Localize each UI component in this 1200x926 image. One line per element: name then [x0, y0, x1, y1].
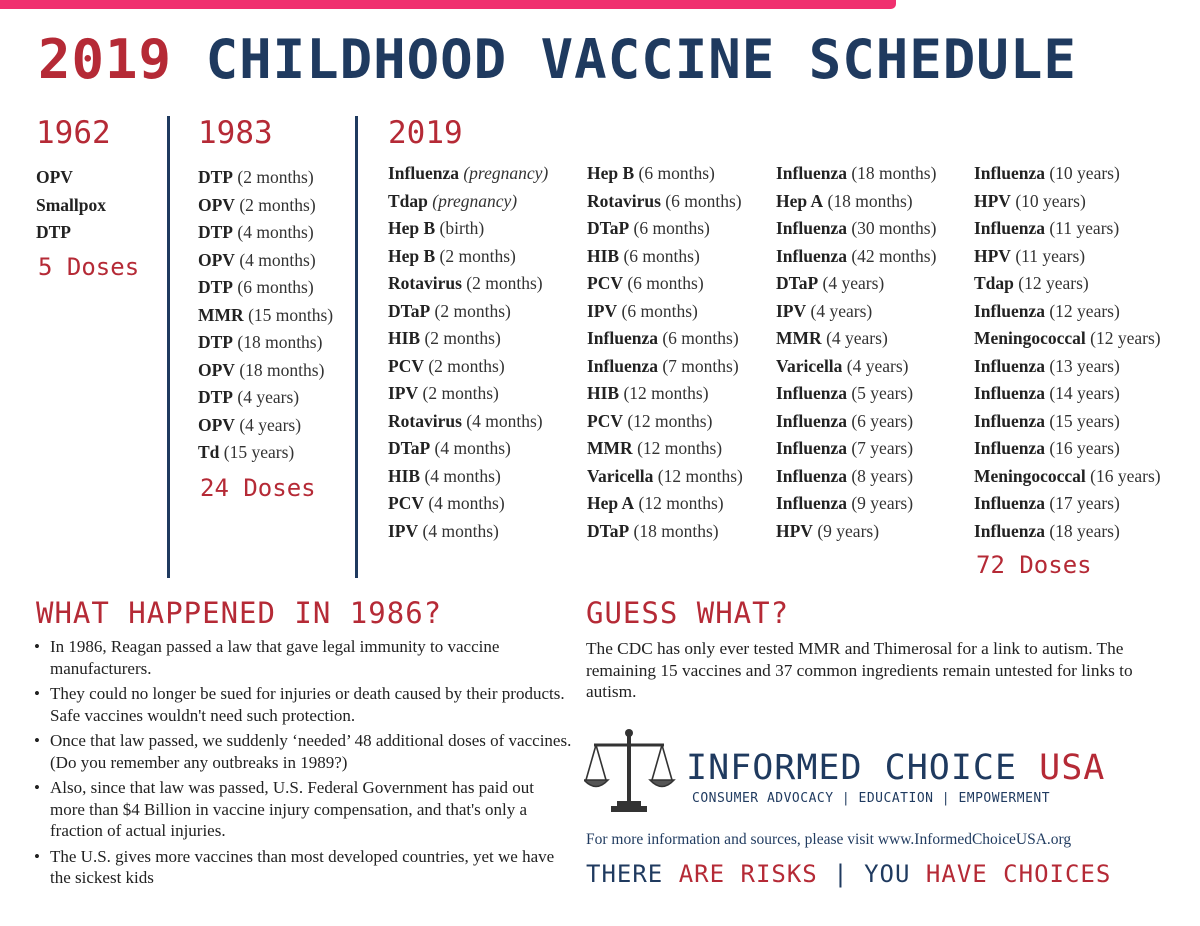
vaccine-name: Influenza — [776, 245, 847, 266]
vaccine-entry — [587, 380, 743, 408]
vaccine-entry — [36, 219, 106, 247]
doses-1962: 5 Doses — [38, 253, 140, 281]
vaccine-entry — [587, 435, 743, 463]
vaccine-entry — [776, 298, 936, 326]
vaccine-name: Meningococcal — [974, 465, 1086, 486]
vaccine-name: Influenza — [974, 163, 1045, 183]
vaccine-entry — [974, 435, 1161, 463]
vaccine-entry — [974, 215, 1161, 243]
vaccine-timing: (14 years) — [1049, 383, 1120, 403]
vaccine-name: DTP — [198, 387, 233, 407]
vaccine-timing: (12 months) — [623, 383, 709, 403]
vaccine-name: OPV — [198, 194, 235, 215]
vaccine-name: DTP — [36, 222, 71, 242]
brand-name — [686, 748, 1105, 788]
vaccine-timing: (pregnancy) — [463, 163, 549, 183]
vaccine-entry — [587, 518, 743, 546]
vaccine-timing: (pregnancy) — [432, 190, 518, 211]
vaccine-entry — [776, 270, 936, 298]
vaccine-name: HPV — [776, 520, 813, 541]
vaccine-timing: (6 months) — [638, 163, 715, 183]
vaccine-name: Influenza — [388, 163, 459, 183]
vaccine-name: Varicella — [776, 355, 843, 376]
vaccine-name: Tdap — [974, 273, 1014, 293]
column-divider-1 — [167, 116, 170, 578]
vaccine-timing: (18 months) — [237, 332, 323, 352]
vaccine-timing: (6 years) — [851, 410, 914, 431]
vaccine-entry — [974, 408, 1161, 436]
vaccine-timing: (6 months) — [623, 245, 700, 266]
vaccine-timing: (12 months) — [638, 493, 724, 513]
vaccine-entry — [776, 243, 936, 271]
vaccine-timing: (6 months) — [237, 277, 314, 297]
vaccine-timing: (15 years) — [1049, 410, 1120, 431]
vaccine-name: HIB — [388, 465, 421, 486]
vaccine-name: Hep B — [388, 218, 436, 238]
vaccine-name: DTaP — [587, 520, 630, 541]
vaccine-name: Influenza — [776, 438, 847, 458]
vaccine-timing: (10 years) — [1049, 163, 1120, 183]
vaccine-name: MMR — [776, 328, 822, 348]
vaccine-name: Influenza — [974, 383, 1045, 403]
vaccine-timing: (2 months) — [239, 194, 316, 215]
list-1983 — [198, 164, 333, 467]
vaccine-name: Influenza — [776, 410, 847, 431]
vaccine-name: Hep B — [388, 245, 436, 266]
list-2019-col4 — [974, 160, 1161, 545]
vaccine-entry — [587, 188, 743, 216]
top-accent-bar — [0, 0, 896, 9]
heading-2019: 2019 — [388, 115, 463, 151]
vaccine-name: IPV — [587, 300, 618, 321]
vaccine-entry — [776, 435, 936, 463]
guess-title: GUESS WHAT? — [586, 596, 790, 630]
vaccine-name: Rotavirus — [388, 410, 462, 431]
vaccine-entry — [974, 380, 1161, 408]
vaccine-timing: (4 years) — [239, 414, 302, 435]
vaccine-entry — [776, 380, 936, 408]
vaccine-timing: (4 months) — [237, 222, 314, 242]
doses-1983: 24 Doses — [200, 474, 316, 502]
vaccine-timing: (2 months) — [434, 300, 511, 321]
slogan-part: HAVE CHOICES — [925, 860, 1112, 888]
vaccine-entry — [388, 215, 548, 243]
bullet-item: • In 1986, Reagan passed a law that gave legal immunity to vaccine manufacturers. — [32, 636, 572, 679]
vaccine-timing: (12 years) — [1090, 328, 1161, 348]
vaccine-name: Hep A — [587, 493, 635, 513]
happened-bullets — [32, 636, 572, 893]
vaccine-timing: (4 months) — [422, 520, 499, 541]
vaccine-name: Influenza — [776, 383, 847, 403]
vaccine-timing: (9 years) — [851, 493, 914, 513]
vaccine-entry — [198, 384, 333, 412]
vaccine-entry — [776, 518, 936, 546]
vaccine-timing: (11 years) — [1015, 245, 1086, 266]
vaccine-timing: (5 years) — [851, 383, 914, 403]
vaccine-name: Influenza — [974, 520, 1045, 541]
vaccine-timing: (7 months) — [662, 355, 739, 376]
vaccine-entry — [198, 274, 333, 302]
doses-2019: 72 Doses — [976, 551, 1092, 579]
vaccine-name: DTaP — [587, 218, 630, 238]
vaccine-name: MMR — [198, 304, 244, 325]
vaccine-name: Td — [198, 442, 220, 462]
vaccine-entry — [776, 463, 936, 491]
vaccine-entry — [974, 518, 1161, 546]
vaccine-timing: (4 years) — [826, 328, 888, 348]
vaccine-name: Varicella — [587, 465, 654, 486]
vaccine-entry — [776, 160, 936, 188]
more-info-text: For more information and sources, please visit www.InformedChoiceUSA.org — [586, 831, 1072, 848]
scales-of-justice-icon — [584, 725, 684, 815]
vaccine-entry — [974, 188, 1161, 216]
vaccine-entry — [388, 243, 548, 271]
vaccine-name: IPV — [776, 300, 807, 321]
vaccine-entry — [974, 353, 1161, 381]
vaccine-name: OPV — [36, 167, 73, 187]
vaccine-name: PCV — [388, 493, 424, 513]
vaccine-timing: (4 years) — [237, 387, 300, 407]
vaccine-timing: (17 years) — [1049, 493, 1120, 513]
title-text: CHILDHOOD VACCINE SCHEDULE — [205, 28, 1077, 91]
vaccine-timing: (11 years) — [1049, 218, 1120, 238]
vaccine-name: Meningococcal — [974, 328, 1086, 348]
vaccine-entry — [198, 439, 333, 467]
vaccine-timing: (2 months) — [466, 273, 543, 293]
slogan — [586, 860, 1111, 888]
vaccine-name: Influenza — [974, 410, 1045, 431]
vaccine-timing: (16 years) — [1049, 438, 1120, 458]
vaccine-timing: (6 months) — [633, 218, 710, 238]
vaccine-entry — [36, 164, 106, 192]
vaccine-name: Influenza — [776, 218, 847, 238]
vaccine-name: IPV — [388, 520, 419, 541]
vaccine-timing: (15 months) — [248, 304, 334, 325]
vaccine-timing: (6 months) — [627, 273, 704, 293]
vaccine-name: DTaP — [776, 273, 819, 293]
page-title — [38, 28, 1077, 91]
vaccine-timing: (4 months) — [424, 465, 501, 486]
vaccine-name: PCV — [587, 410, 623, 431]
vaccine-entry — [198, 247, 333, 275]
brand-name-main: INFORMED CHOICE — [686, 748, 1018, 788]
vaccine-entry — [587, 298, 743, 326]
vaccine-entry — [776, 408, 936, 436]
vaccine-name: HIB — [587, 245, 620, 266]
brand-tagline: CONSUMER ADVOCACY | EDUCATION | EMPOWERMENT — [692, 791, 1051, 806]
vaccine-entry — [198, 192, 333, 220]
vaccine-timing: (30 months) — [851, 218, 937, 238]
vaccine-entry — [974, 490, 1161, 518]
vaccine-timing: (6 months) — [665, 190, 742, 211]
bullet-item: • Once that law passed, we suddenly ‘needed’ 48 additional doses of vaccines. (Do you remember any outbreaks in 1989?) — [32, 730, 572, 773]
heading-1983: 1983 — [198, 115, 273, 151]
vaccine-name: MMR — [587, 438, 633, 458]
vaccine-entry — [198, 412, 333, 440]
vaccine-entry — [388, 298, 548, 326]
vaccine-timing: (4 months) — [466, 410, 543, 431]
vaccine-entry — [388, 380, 548, 408]
vaccine-name: DTP — [198, 222, 233, 242]
vaccine-timing: (16 years) — [1090, 465, 1161, 486]
vaccine-entry — [587, 270, 743, 298]
vaccine-timing: (12 years) — [1018, 273, 1089, 293]
vaccine-entry — [388, 490, 548, 518]
vaccine-name: DTaP — [388, 438, 431, 458]
vaccine-entry — [388, 518, 548, 546]
heading-1962: 1962 — [36, 115, 111, 151]
list-2019-col2 — [587, 160, 743, 545]
slogan-part: ARE RISKS — [678, 860, 818, 888]
vaccine-entry — [587, 215, 743, 243]
vaccine-name: Influenza — [776, 465, 847, 486]
vaccine-timing: (6 months) — [662, 328, 739, 348]
list-2019-col3 — [776, 160, 936, 545]
bullet-item: • The U.S. gives more vaccines than most developed countries, yet we have the sickest kids — [32, 846, 572, 889]
vaccine-timing: (2 months) — [424, 328, 501, 348]
vaccine-entry — [388, 270, 548, 298]
vaccine-timing: (18 years) — [1049, 520, 1120, 541]
vaccine-timing: (7 years) — [851, 438, 914, 458]
happened-title: WHAT HAPPENED IN 1986? — [36, 596, 443, 630]
vaccine-timing: (13 years) — [1049, 355, 1120, 376]
vaccine-timing: (4 months) — [239, 249, 316, 270]
vaccine-name: DTP — [198, 167, 233, 187]
vaccine-entry — [587, 463, 743, 491]
brand-name-usa: USA — [1039, 748, 1106, 788]
vaccine-name: Hep A — [776, 190, 824, 211]
vaccine-name: OPV — [198, 414, 235, 435]
vaccine-timing: (4 years) — [846, 355, 909, 376]
vaccine-name: Hep B — [587, 163, 635, 183]
vaccine-entry — [198, 329, 333, 357]
vaccine-entry — [388, 353, 548, 381]
vaccine-timing: (2 months) — [422, 383, 499, 403]
list-2019-col1 — [388, 160, 548, 545]
vaccine-entry — [198, 164, 333, 192]
vaccine-entry — [776, 215, 936, 243]
bullet-item: • They could no longer be sued for injuries or death caused by their products. Safe vaccines wouldn't need such protection. — [32, 683, 572, 726]
vaccine-entry — [974, 463, 1161, 491]
vaccine-entry — [974, 160, 1161, 188]
vaccine-timing: (2 months) — [439, 245, 516, 266]
vaccine-name: DTaP — [388, 300, 431, 321]
vaccine-name: PCV — [587, 273, 623, 293]
vaccine-name: HIB — [587, 383, 620, 403]
vaccine-entry — [587, 408, 743, 436]
vaccine-entry — [974, 243, 1161, 271]
vaccine-name: IPV — [388, 383, 419, 403]
vaccine-name: Influenza — [776, 163, 847, 183]
vaccine-entry — [776, 353, 936, 381]
vaccine-timing: (42 months) — [851, 245, 937, 266]
vaccine-name: Rotavirus — [388, 273, 462, 293]
bullet-item: • Also, since that law was passed, U.S. Federal Government has paid out more than $4 Billion in vaccine injury compensation, and that's only a fraction of actual injuries. — [32, 777, 572, 842]
vaccine-timing: (18 months) — [851, 163, 937, 183]
vaccine-name: Influenza — [974, 300, 1045, 321]
vaccine-name: Influenza — [974, 218, 1045, 238]
vaccine-name: HPV — [974, 245, 1011, 266]
vaccine-entry — [776, 325, 936, 353]
vaccine-name: Influenza — [587, 328, 658, 348]
guess-text: The CDC has only ever tested MMR and Thimerosal for a link to autism. The remaining 15 vaccines and 37 common ingredients remain untested for links to autism. — [586, 639, 1133, 701]
vaccine-name: Influenza — [974, 438, 1045, 458]
vaccine-name: HPV — [974, 190, 1011, 211]
vaccine-entry — [587, 490, 743, 518]
vaccine-name: HIB — [388, 328, 421, 348]
slogan-part: THERE — [586, 860, 664, 888]
vaccine-timing: (18 months) — [827, 190, 913, 211]
vaccine-entry — [388, 188, 548, 216]
vaccine-entry — [587, 325, 743, 353]
vaccine-entry — [974, 325, 1161, 353]
slogan-divider: | — [833, 860, 849, 888]
title-year: 2019 — [38, 28, 173, 91]
vaccine-timing: (12 months) — [657, 465, 743, 486]
vaccine-timing: (4 months) — [428, 493, 505, 513]
vaccine-entry — [198, 219, 333, 247]
slogan-part: YOU — [864, 860, 911, 888]
vaccine-timing: (4 years) — [810, 300, 873, 321]
vaccine-timing: (2 months) — [428, 355, 505, 376]
vaccine-timing: (12 months) — [637, 438, 723, 458]
vaccine-name: Influenza — [974, 493, 1045, 513]
vaccine-entry — [974, 298, 1161, 326]
vaccine-timing: (18 months) — [239, 359, 325, 380]
vaccine-entry — [388, 463, 548, 491]
vaccine-timing: (10 years) — [1015, 190, 1086, 211]
vaccine-timing: (9 years) — [817, 520, 880, 541]
vaccine-timing: (birth) — [439, 218, 485, 238]
vaccine-entry — [587, 160, 743, 188]
vaccine-name: Smallpox — [36, 194, 107, 215]
vaccine-timing: (18 months) — [633, 520, 719, 541]
vaccine-timing: (12 months) — [627, 410, 713, 431]
vaccine-timing: (2 months) — [237, 167, 314, 187]
vaccine-entry — [776, 188, 936, 216]
vaccine-entry — [388, 408, 548, 436]
vaccine-name: OPV — [198, 249, 235, 270]
vaccine-entry — [776, 490, 936, 518]
vaccine-name: Influenza — [587, 355, 658, 376]
vaccine-timing: (4 years) — [822, 273, 885, 293]
column-divider-2 — [355, 116, 358, 578]
vaccine-entry — [388, 435, 548, 463]
vaccine-name: Influenza — [776, 493, 847, 513]
vaccine-timing: (8 years) — [851, 465, 914, 486]
vaccine-entry — [198, 302, 333, 330]
vaccine-name: Influenza — [974, 355, 1045, 376]
vaccine-name: Tdap — [388, 190, 428, 211]
vaccine-timing: (12 years) — [1049, 300, 1120, 321]
vaccine-name: OPV — [198, 359, 235, 380]
vaccine-name: DTP — [198, 277, 233, 297]
vaccine-entry — [974, 270, 1161, 298]
vaccine-entry — [198, 357, 333, 385]
vaccine-name: PCV — [388, 355, 424, 376]
vaccine-name: Rotavirus — [587, 190, 661, 211]
vaccine-timing: (6 months) — [621, 300, 698, 321]
vaccine-entry — [388, 325, 548, 353]
vaccine-timing: (4 months) — [434, 438, 511, 458]
vaccine-entry — [587, 243, 743, 271]
vaccine-entry — [587, 353, 743, 381]
list-1962 — [36, 164, 106, 247]
vaccine-timing: (15 years) — [223, 442, 295, 462]
vaccine-entry — [36, 192, 106, 220]
vaccine-entry — [388, 160, 548, 188]
vaccine-name: DTP — [198, 332, 233, 352]
